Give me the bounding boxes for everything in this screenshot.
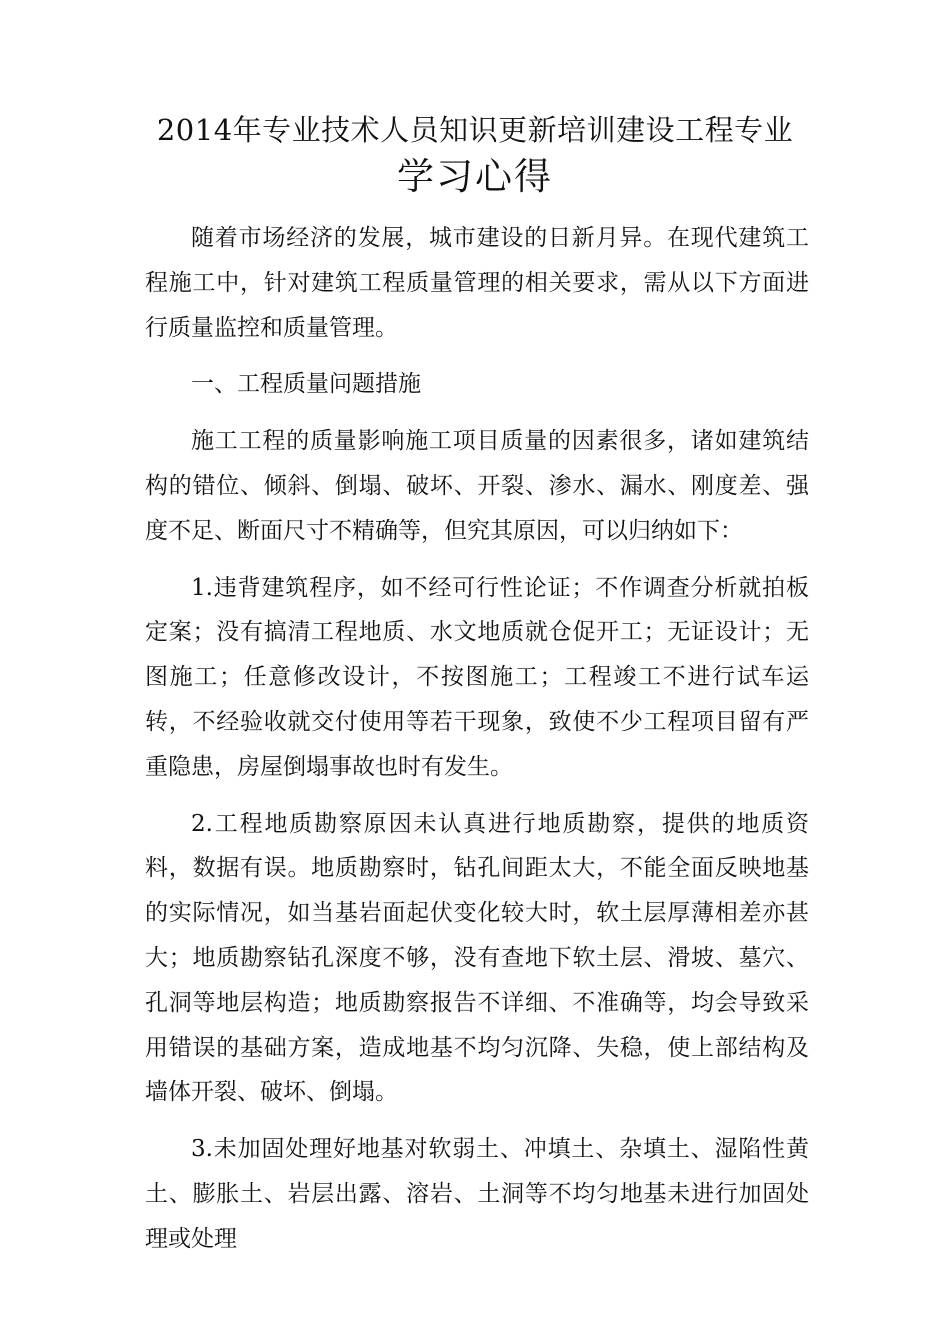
section-heading-1: 一、工程质量问题措施: [191, 371, 421, 398]
paragraph-causes-overview: 施工工程的质量影响施工项目质量的因素很多，诸如建筑结构的错位、倾斜、倒塌、破坏、开裂、渗水、漏水、刚度差、强度不足、断面尺寸不精确等，但究其原因，可以归纳如下：: [145, 428, 809, 544]
paragraph-item-2: 2.工程地质勘察原因未认真进行地质勘察，提供的地质资料，数据有误。地质勘察时，钻孔间距太大，不能全面反映地基的实际情况，如当基岩面起伏变化较大时，软土层厚薄相差亦甚大；地质勘察钻孔深度不够，没有查地下软土层、滑坡、墓穴、孔洞等地层构造；地质勘察报告不详细、不准确等，均会导致采用错误的基础方案，造成地基不均匀沉降、失稳，使上部结构及墙体开裂、破坏、倒塌。: [145, 810, 809, 1106]
document-body: [145, 216, 809, 1262]
paragraph-item-3: 3.未加固处理好地基对软弱土、冲填土、杂填土、湿陷性黄土、膨胀土、岩层出露、溶岩、土洞等不均匀地基未进行加固处理或处理: [145, 1136, 809, 1252]
document-title-line-2: 学习心得: [397, 155, 553, 198]
paragraph-intro: 随着市场经济的发展，城市建设的日新月异。在现代建筑工程施工中，针对建筑工程质量管理的相关要求，需从以下方面进行质量监控和质量管理。: [145, 225, 809, 341]
document-title-line-1: 2014年专业技术人员知识更新培训建设工程专业: [156, 113, 794, 147]
paragraph-item-1: 1.违背建筑程序，如不经可行性论证；不作调查分析就拍板定案；没有搞清工程地质、水文地质就仓促开工；无证设计；无图施工；任意修改设计，不按图施工；工程竣工不进行试车运转，不经验收就交付使用等若干现象，致使不少工程项目留有严重隐患，房屋倒塌事故也时有发生。: [145, 574, 809, 780]
